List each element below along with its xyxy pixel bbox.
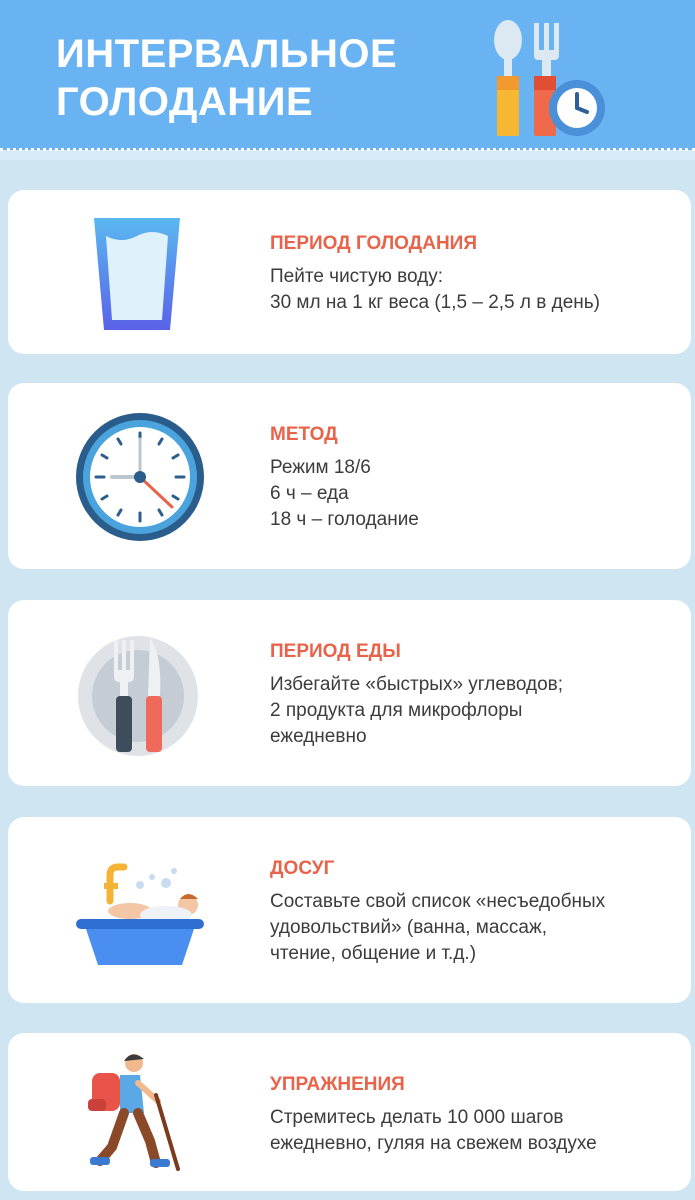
card-description	[270, 1105, 680, 1157]
page-title-line-2: ГОЛОДАНИЕ	[56, 80, 314, 124]
card-exercise	[8, 1033, 691, 1191]
card-text-line: чтение, общение и т.д.)	[270, 943, 477, 964]
plate-cutlery-icon	[76, 634, 200, 758]
page-title	[56, 30, 476, 126]
card-text-line: 30 мл на 1 кг веса (1,5 – 2,5 л в день)	[270, 292, 601, 313]
card-text-line: удовольствий» (ванна, массаж,	[270, 917, 547, 938]
card-description	[270, 264, 680, 316]
card-text-line: ежедневно	[270, 726, 367, 747]
card-text-line: Избегайте «быстрых» углеводов;	[270, 674, 564, 695]
card-title: ДОСУГ	[270, 858, 335, 879]
card-fasting-period	[8, 190, 691, 354]
card-title: ПЕРИОД ГОЛОДАНИЯ	[270, 233, 477, 254]
card-description	[270, 455, 680, 533]
card-title: МЕТОД	[270, 424, 338, 445]
card-text-line: Стремитесь делать 10 000 шагов	[270, 1107, 564, 1128]
card-text-line: 6 ч – еда	[270, 483, 349, 504]
card-text-line: Пейте чистую воду:	[270, 266, 444, 287]
bath-icon	[70, 855, 210, 965]
hiker-icon	[86, 1051, 196, 1173]
card-description	[270, 889, 680, 967]
clock-icon	[74, 411, 206, 543]
page-title-line-1: ИНТЕРВАЛЬНОЕ	[56, 32, 398, 76]
card-text-line: Режим 18/6	[270, 457, 371, 478]
header-banner	[0, 0, 695, 150]
card-method	[8, 383, 691, 569]
cutlery-clock-icon	[485, 18, 615, 143]
card-text-line: Составьте свой список «несъедобных	[270, 891, 606, 912]
header-divider	[0, 148, 695, 151]
card-text-line: 2 продукта для микрофлоры	[270, 700, 523, 721]
card-leisure	[8, 817, 691, 1003]
card-title: ПЕРИОД ЕДЫ	[270, 641, 401, 662]
card-text-line: 18 ч – голодание	[270, 509, 419, 530]
water-glass-icon	[92, 216, 182, 334]
card-title: УПРАЖНЕНИЯ	[270, 1074, 405, 1095]
card-description	[270, 672, 680, 750]
card-text-line: ежедневно, гуляя на свежем воздухе	[270, 1133, 597, 1154]
card-eating-period	[8, 600, 691, 786]
